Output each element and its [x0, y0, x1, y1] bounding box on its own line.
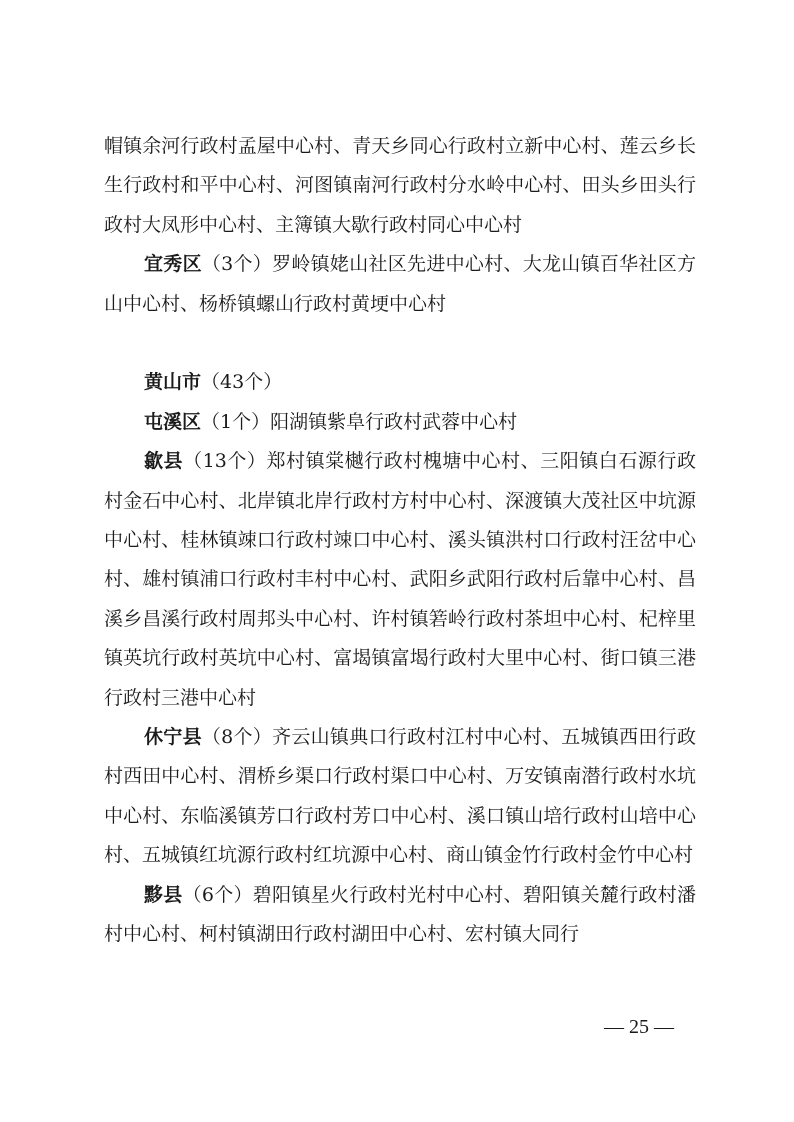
village-list: 阳湖镇紫阜行政村武蓉中心村 — [270, 410, 518, 433]
count-label: （8个） — [201, 726, 273, 749]
county-label: 黟县 — [144, 883, 183, 906]
count-label: （1个） — [201, 410, 271, 433]
city-label: 黄山市 — [144, 371, 202, 394]
county-label: 歙县 — [144, 450, 184, 473]
count-label: （13个） — [183, 450, 267, 473]
spacer — [104, 324, 696, 363]
village-list: 罗岭镇姥山社区先进中心村、大龙山镇百华社区方山中心村、杨桥镇螺山行政村黄埂中心村 — [104, 253, 696, 315]
village-list: 郑村镇棠樾行政村槐塘中心村、三阳镇白石源行政村金石中心村、北岸镇北岸行政村方村中心村、深渡镇大茂社区中坑源中心村、桂林镇竦口行政村竦口中心村、溪头镇洪村口行政村汪岔中心村、雄村镇浦口行政村丰村中心村、武阳乡武阳行政村后靠中心村、昌溪乡昌溪行政村周邦头中心村、许村镇箬岭行政村茶坦中心村、杞梓里镇英坑行政村英坑中心村、富堨镇富堨行政村大里中心村、街口镇三港行政村三港中心村 — [104, 450, 696, 709]
body-text — [104, 127, 696, 955]
village-list: 齐云山镇典口行政村江村中心村、五城镇西田行政村西田中心村、渭桥乡渠口行政村渠口中心村、万安镇南潜行政村水坑中心村、东临溪镇芳口行政村芳口中心村、溪口镇山培行政村山培中心村、五城镇红坑源行政村红坑源中心村、商山镇金竹行政村金竹中心村 — [104, 726, 696, 867]
paragraph-tunxi — [104, 403, 696, 442]
county-label: 休宁县 — [144, 726, 202, 749]
count-label: （3个） — [201, 253, 273, 276]
paragraph-shexian — [104, 442, 696, 718]
county-label: 屯溪区 — [144, 410, 202, 433]
paragraph-continued: 帽镇余河行政村孟屋中心村、青天乡同心行政村立新中心村、莲云乡长生行政村和平中心村、河图镇南河行政村分水岭中心村、田头乡田头行政村大凤形中心村、主簿镇大歇行政村同心中心村 — [104, 135, 696, 236]
village-list: 碧阳镇星火行政村光村中心村、碧阳镇关麓行政村潘村中心村、柯村镇湖田行政村湖田中心村、宏村镇大同行 — [104, 883, 696, 946]
paragraph-yixiu — [104, 245, 696, 324]
paragraph-xiuning — [104, 718, 696, 876]
count-label: （6个） — [182, 883, 253, 906]
county-label: 宜秀区 — [144, 253, 202, 276]
section-heading-huangshan — [104, 363, 696, 402]
page-number: — 25 — — [604, 1016, 674, 1038]
paragraph-yixian — [104, 876, 696, 955]
count-label: （43个） — [201, 371, 283, 394]
